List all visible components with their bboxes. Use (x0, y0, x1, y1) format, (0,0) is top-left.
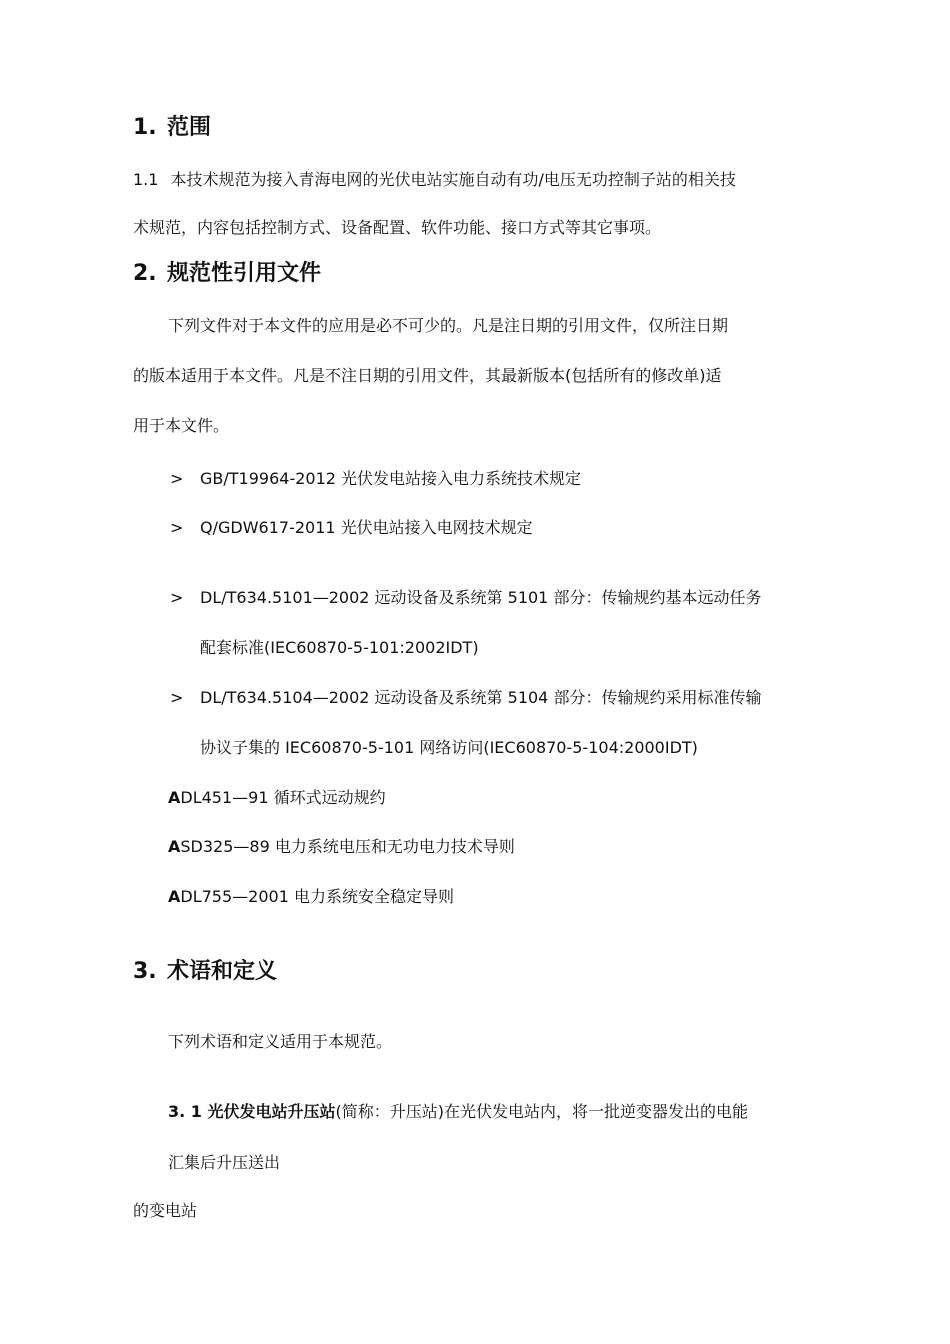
reference-item: DL/T634.5101—2002 远动设备及系统第 5101 部分：传输规约基本远动任务 (200, 588, 762, 607)
section-2-intro-line-2: 的版本适用于本文件。凡是不注日期的引用文件，其最新版本(包括所有的修改单)适 (133, 366, 722, 385)
section-number: 1. (133, 115, 157, 140)
reference-item-continued: 协议子集的 IEC60870-5-101 网络访问(IEC60870-5-104:2000IDT) (200, 738, 698, 757)
section-number: 2. (133, 261, 157, 286)
bullet-marker: > (170, 588, 184, 607)
extra-reference (168, 788, 386, 808)
reference-text: SD325—89 电力系统电压和无功电力技术导则 (180, 837, 515, 856)
bullet-marker: > (170, 688, 184, 707)
term-label: 3. 1 光伏发电站升压站 (168, 1102, 336, 1121)
term-3-1-line-3: 的变电站 (133, 1201, 198, 1220)
section-2-intro-line-1: 下列文件对于本文件的应用是必不可少的。凡是注日期的引用文件，仅所注日期 (168, 316, 729, 335)
section-2-intro-line-3: 用于本文件。 (133, 416, 230, 435)
reference-prefix: A (168, 788, 181, 807)
bullet-marker: > (170, 469, 184, 488)
para-number: 1.1 (133, 170, 159, 189)
reference-prefix: A (168, 837, 181, 856)
section-title: 规范性引用文件 (167, 261, 322, 286)
term-3-1-line-1 (168, 1102, 748, 1122)
term-text: (简称：升压站)在光伏发电站内，将一批逆变器发出的电能 (335, 1102, 748, 1121)
section-3-intro: 下列术语和定义适用于本规范。 (168, 1032, 393, 1051)
bullet-marker: > (170, 518, 184, 537)
reference-prefix: A (168, 887, 181, 906)
section-3-heading (133, 958, 277, 986)
section-1-heading (133, 114, 211, 142)
term-3-1-line-2: 汇集后升压送出 (168, 1153, 281, 1172)
reference-item: GB/T19964-2012 光伏发电站接入电力系统技术规定 (200, 469, 582, 488)
para-1-1-line-1 (133, 170, 736, 190)
reference-text: DL451—91 循环式远动规约 (180, 788, 386, 807)
section-title: 术语和定义 (167, 959, 278, 984)
section-2-heading (133, 260, 321, 288)
extra-reference (168, 837, 515, 857)
reference-item: DL/T634.5104—2002 远动设备及系统第 5104 部分：传输规约采用标准传输 (200, 688, 762, 707)
section-number: 3. (133, 959, 157, 984)
para-1-1-line-2: 术规范，内容包括控制方式、设备配置、软件功能、接口方式等其它事项。 (133, 218, 662, 237)
reference-item-continued: 配套标准(IEC60870-5-101:2002IDT) (200, 638, 479, 657)
extra-reference (168, 887, 454, 907)
para-text: 本技术规范为接入青海电网的光伏电站实施自动有功/电压无功控制子站的相关技 (170, 170, 736, 189)
reference-text: DL755—2001 电力系统安全稳定导则 (180, 887, 454, 906)
section-title: 范围 (167, 115, 212, 140)
reference-item: Q/GDW617-2011 光伏电站接入电网技术规定 (200, 518, 533, 537)
